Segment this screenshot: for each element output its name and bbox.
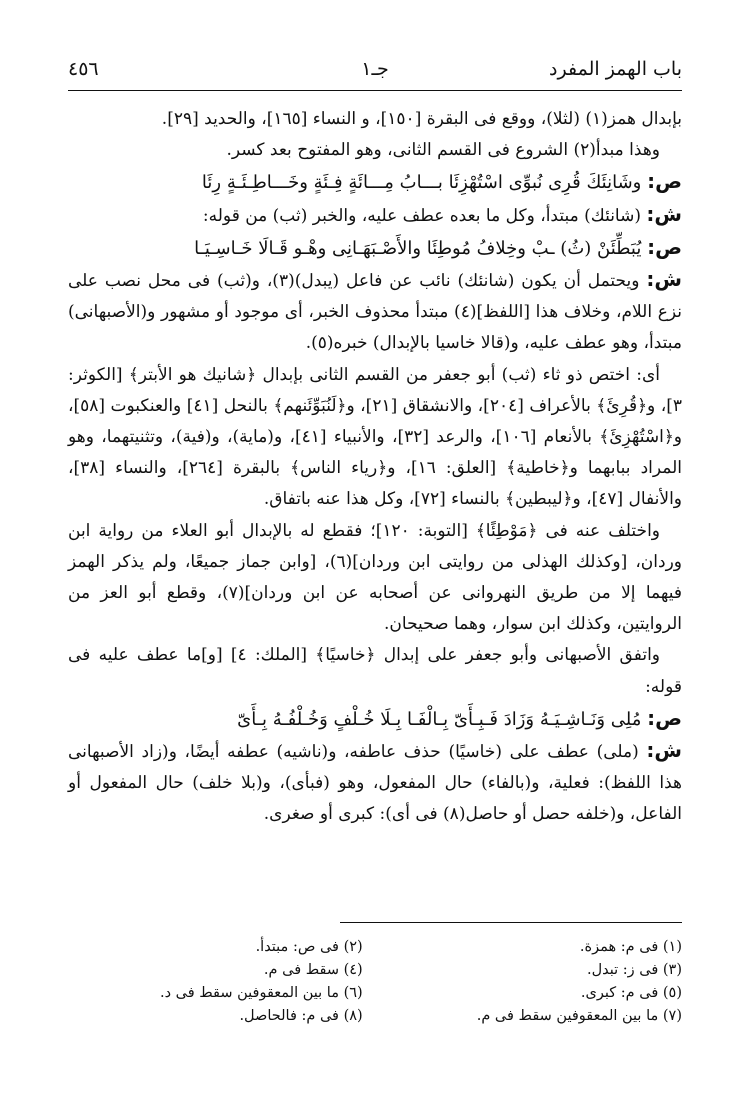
main-text (68, 104, 682, 831)
chapter-title: باب الهمز المفرد (549, 58, 682, 80)
paragraph (68, 640, 682, 702)
paragraph-text: ويحتمل أن يكون (شانئك) نائب عن فاعل (يبدل)(٣)، و(ثب) فى محل نصب على نزع اللام، وخلاف هذا [اللفظ](٤) مبتدأ محذوف الخبر، أى موجود أو مشهور و(الأصبهانى) مبتدأ، وهو عطف عليه، و(قالا خاسيا بالإبدال) خبره(٥). (68, 271, 682, 354)
paragraph (68, 735, 682, 831)
paragraph-text: وشَانِئَكَ قُرِى نُبوِّى اسْتُهْزِئَا بـــابُ مِـــائَةٍ فِـئَةٍ وخَـــاطِـئَـةٍ رِئَا (201, 172, 642, 194)
paragraph-text: واختلف عنه فى ﴿مَوْطِئًا﴾ [التوبة: ١٢٠]؛ فقطع له بالإبدال أبو العلاء من رواية ابن وردان، [وكذلك الهذلى من روايتى ابن وردان](٦)، [وابن جماز جميعًا، ولم يذكر الهمز فيهما إلا من طريق النهروانى عن أصحابه عن ابن وردان](٧)، وقطع أبو العز من الروايتين، وكذلك ابن سوار، وهما صحيحان. (68, 520, 683, 635)
footnote-separator (340, 922, 682, 923)
paragraph-text: يُبَطِّئَنْ (ثُ) ـبْ وخِلافُ مُوطِئَا والأَصْـبَهَـانِى وهْـو قَـالَا خَـاسِـيَـا (194, 237, 642, 259)
paragraph (68, 264, 682, 360)
paragraph (68, 199, 682, 232)
footnote-5: (٥) فى م: كبرى. (580, 985, 682, 1001)
paragraph-text: (ملى) عطف على (خاسيًا) حذف عاطفه، و(ناشيه) عطفه أيضًا، و(زاد الأصبهانى هذا اللفظ): فعلية، و(بالفاء) حال المفعول، وهو (فبأى)، و(بلا خلف) حال المفعول أو الفاعل، و(خلفه حصل أو حاصل(٨) فى أى): كبرى أو صغرى. (68, 742, 682, 825)
footnotes (68, 936, 682, 1036)
footnote-8: (٨) فى م: فالحاصل. (239, 1008, 363, 1024)
paragraph-label: ش: (646, 201, 682, 226)
footnotes-left-column (68, 936, 363, 1028)
paragraph-text: وهذا مبدأ(٢) الشروع فى القسم الثانى، وهو المفتوح بعد كسر. (226, 140, 660, 161)
paragraph-text: بإبدال همز(١) (لثلا)، ووقع فى البقرة [١٥٠]، و النساء [١٦٥]، والحديد [٢٩]. (161, 109, 682, 129)
footnote-3: (٣) فى ز: تبدل. (586, 962, 682, 978)
paragraph-text: (شانئك) مبتدأ، وكل ما بعده عطف عليه، والخبر (ثب) من قوله: (202, 205, 641, 226)
page-number: ٤٥٦ (68, 58, 99, 80)
verse-line (68, 166, 682, 198)
footnotes-right-column (387, 936, 682, 1028)
footnote-4: (٤) سقط فى م. (263, 962, 363, 978)
footnote-7: (٧) ما بين المعقوفين سقط فى م. (476, 1008, 682, 1024)
footnote-2: (٢) فى ص: مبتدأ. (255, 939, 363, 955)
paragraph (68, 360, 682, 516)
volume-number: جـ١ (361, 58, 389, 80)
verse-line (68, 232, 682, 264)
paragraph-text: واتفق الأصبهانى وأبو جعفر على إبدال ﴿خاسيًا﴾ [الملك: ٤] [و]ما عطف عليه فى قوله: (68, 645, 682, 697)
paragraph-label: ص: (647, 169, 682, 194)
verse-line (68, 703, 682, 735)
paragraph-label: ص: (647, 705, 682, 730)
page-header (68, 56, 682, 91)
paragraph (68, 135, 682, 166)
paragraph-text: أى: اختص ذو ثاء (ثب) أبو جعفر من القسم الثانى بإبدال ﴿شانيك هو الأبتر﴾ [الكوثر: ٣]، و﴿قُرِئَ﴾ بالأعراف [٢٠٤]، والانشقاق [٢١]، و﴿لَنُبَوِّئَنهم﴾ بالنحل [٤١] والعنكبوت [٥٨]، و﴿اسْتُهْزِئَ﴾ بالأنعام [١٠٦]، والرعد [٣٢]، والأنبياء [٤١]، و(ماية)، و(فية)، وتثنيتهما، وهو المراد ببابهما و﴿خاطية﴾ [العلق: ١٦]، و﴿رياء الناس﴾ بالبقرة [٢٦٤]، والنساء [٣٨]، والأنفال [٤٧]، و﴿ليبطين﴾ بالنساء [٧٢]، وكل هذا عنه باتفاق. (68, 364, 683, 510)
footnote-1: (١) فى م: همزة. (579, 939, 682, 955)
paragraph (68, 516, 682, 641)
paragraph (68, 104, 682, 135)
paragraph-text: مُلِى وَنَـاشِـيَـهُ وَزَادَ فَـبِـأَىّ بِـالْفَـا بِـلَا خُـلْفٍ وَخُـلْفُـهُ بِـأَىّ (237, 708, 642, 730)
footnote-6: (٦) ما بين المعقوفين سقط فى د. (159, 985, 363, 1001)
paragraph-label: ش: (646, 267, 682, 292)
paragraph-label: ص: (647, 234, 682, 259)
paragraph-label: ش: (646, 738, 682, 763)
